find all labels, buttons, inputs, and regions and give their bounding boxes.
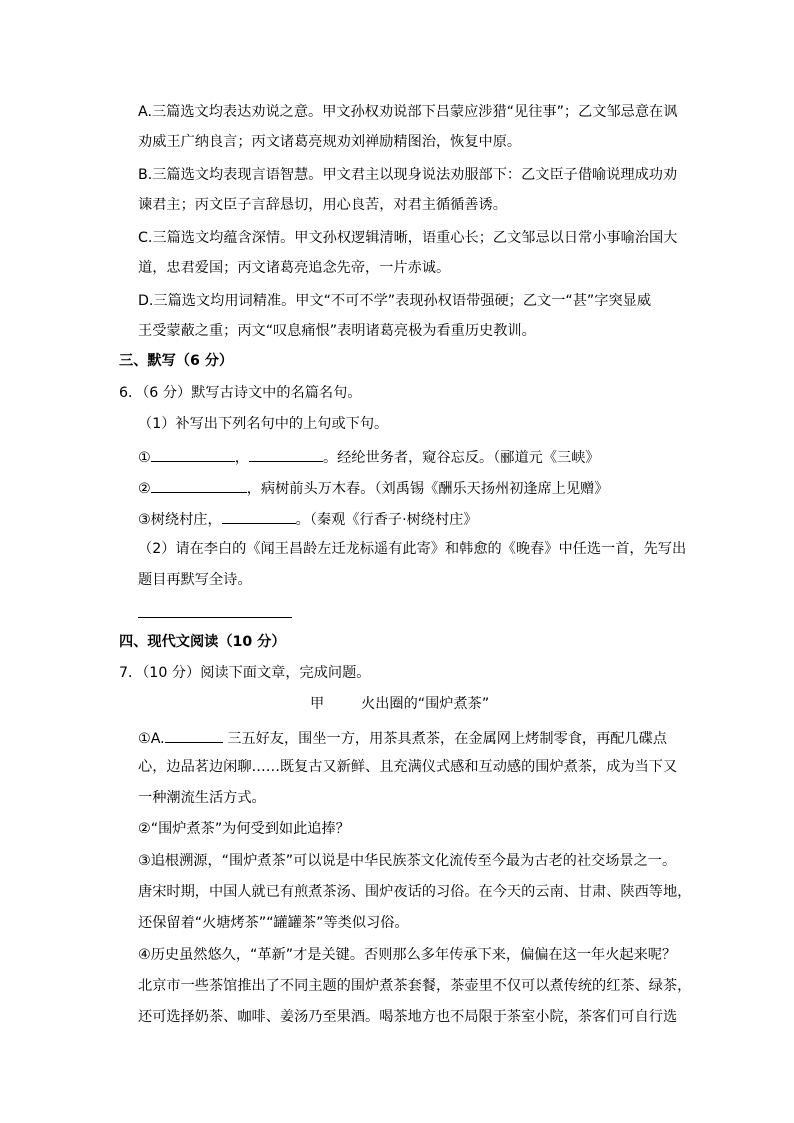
option-a-line-1: A.三篇选文均表达劝说之意。甲文孙权劝说部下吕蒙应涉猎“见往事”；乙文邹忌意在讽 xyxy=(138,104,678,120)
option-d-line-2: 王受蒙蔽之重；丙文“叹息痛恨”表明诸葛亮极为看重历史教训。 xyxy=(138,323,536,339)
passage-para-3-line-1: ③追根溯源，“围炉煮茶”可以说是中华民族茶文化流传至今最为古老的社交场景之一。 xyxy=(138,853,677,869)
passage-para-1-line-1 xyxy=(138,729,667,746)
q6-sub-2-line-1: （2）请在李白的《闻王昌龄左迁龙标遥有此寄》和韩愈的《晚春》中任选一首，先写出 xyxy=(138,541,687,557)
item-3-start: ③树绕村庄， xyxy=(138,512,222,528)
passage-para-3-line-3: 还保留着“火塘烤茶”“罐罐茶”等类似习俗。 xyxy=(138,915,409,931)
para-1-start: ①A. xyxy=(138,731,165,747)
passage-para-3-line-2: 唐宋时期，中国人就已有煎煮茶汤、围炉夜话的习俗。在今天的云南、甘肃、陕西等地， xyxy=(138,884,692,900)
item-2-marker: ② xyxy=(138,481,151,497)
item-1-blank-b[interactable] xyxy=(249,448,323,462)
question-6-stem: 6．（6 分）默写古诗文中的名篇名句。 xyxy=(119,385,362,401)
q6-sub-2-line-2: 题目再默写全诗。 xyxy=(138,572,252,588)
passage-para-4-line-1: ④历史虽然悠久，“革新”才是关键。否则那么多年传承下来，偏偏在这一年火起来呢？ xyxy=(138,947,677,963)
option-b-line-2: 谏君主；丙文臣子言辞恳切，用心良苦，对君主循循善诱。 xyxy=(138,197,507,213)
item-1-separator: ， xyxy=(234,450,249,466)
option-a-line-2: 劝威王广纳良言；丙文诸葛亮规劝刘禅励精图治，恢复中原。 xyxy=(138,134,522,150)
passage-label: 甲 xyxy=(310,696,325,712)
passage-title: 火出圈的“围炉煮茶” xyxy=(361,696,490,712)
para-1-blank[interactable] xyxy=(165,729,223,743)
q6-item-3 xyxy=(138,510,478,527)
passage-para-4-line-2: 北京市一些茶馆推出了不同主题的围炉煮茶套餐，茶壶里不仅可以煮传统的红茶、绿茶， xyxy=(138,978,692,994)
passage-para-4-line-3: 还可选择奶茶、咖啡、姜汤乃至果酒。喝茶地方也不局限于茶室小院，茶客们可自行选 xyxy=(138,1009,678,1025)
item-1-marker: ① xyxy=(138,450,151,466)
item-2-rest: ，病树前头万木春。（刘禹锡《酬乐天扬州初逢席上见赠》 xyxy=(246,481,609,497)
option-c-line-2: 道，忠君爱国；丙文诸葛亮追念先帝，一片赤诚。 xyxy=(138,260,451,276)
section-3-heading: 三、默写（6 分） xyxy=(119,353,234,369)
question-7-stem: 7．（10 分）阅读下面文章，完成问题。 xyxy=(119,665,371,681)
item-1-blank-a[interactable] xyxy=(151,448,235,462)
item-1-rest: 。经纶世务者，窥谷忘反。（郦道元《三峡》 xyxy=(322,450,600,466)
option-b-line-1: B.三篇选文均表现言语智慧。甲文君主以现身说法劝服部下：乙文臣子借喻说理成功劝 xyxy=(138,167,678,183)
item-2-blank[interactable] xyxy=(151,479,247,493)
passage-para-1-line-2: 心，边品茗边闲聊……既复古又新鲜、且充满仪式感和互动感的围炉煮茶，成为当下又 xyxy=(138,759,678,775)
answer-line[interactable] xyxy=(138,617,292,618)
para-1-rest: 三五好友，围坐一方，用茶具煮茶，在金属网上烤制零食，再配几碟点 xyxy=(222,731,668,747)
passage-para-1-line-3: 一种潮流生活方式。 xyxy=(138,790,266,806)
option-d-line-1: D.三篇选文均用词精准。甲文“不可不学”表现孙权语带强硬；乙文一“甚”字突显威 xyxy=(138,293,652,309)
q6-sub-1: （1）补写出下列名句中的上句或下句。 xyxy=(138,416,389,432)
option-c-line-1: C.三篇选文均蕴含深情。甲文孙权逻辑清晰，语重心长；乙文邹忌以日常小事喻治国大 xyxy=(138,230,678,246)
q6-item-1 xyxy=(138,448,600,465)
section-4-heading: 四、现代文阅读（10 分） xyxy=(119,634,286,650)
item-3-rest: 。（秦观《行香子·树绕村庄》 xyxy=(295,512,478,528)
passage-para-2: ②“围炉煮茶”为何受到如此追捧？ xyxy=(138,821,350,837)
item-3-blank[interactable] xyxy=(222,510,296,524)
q6-item-2 xyxy=(138,479,609,496)
